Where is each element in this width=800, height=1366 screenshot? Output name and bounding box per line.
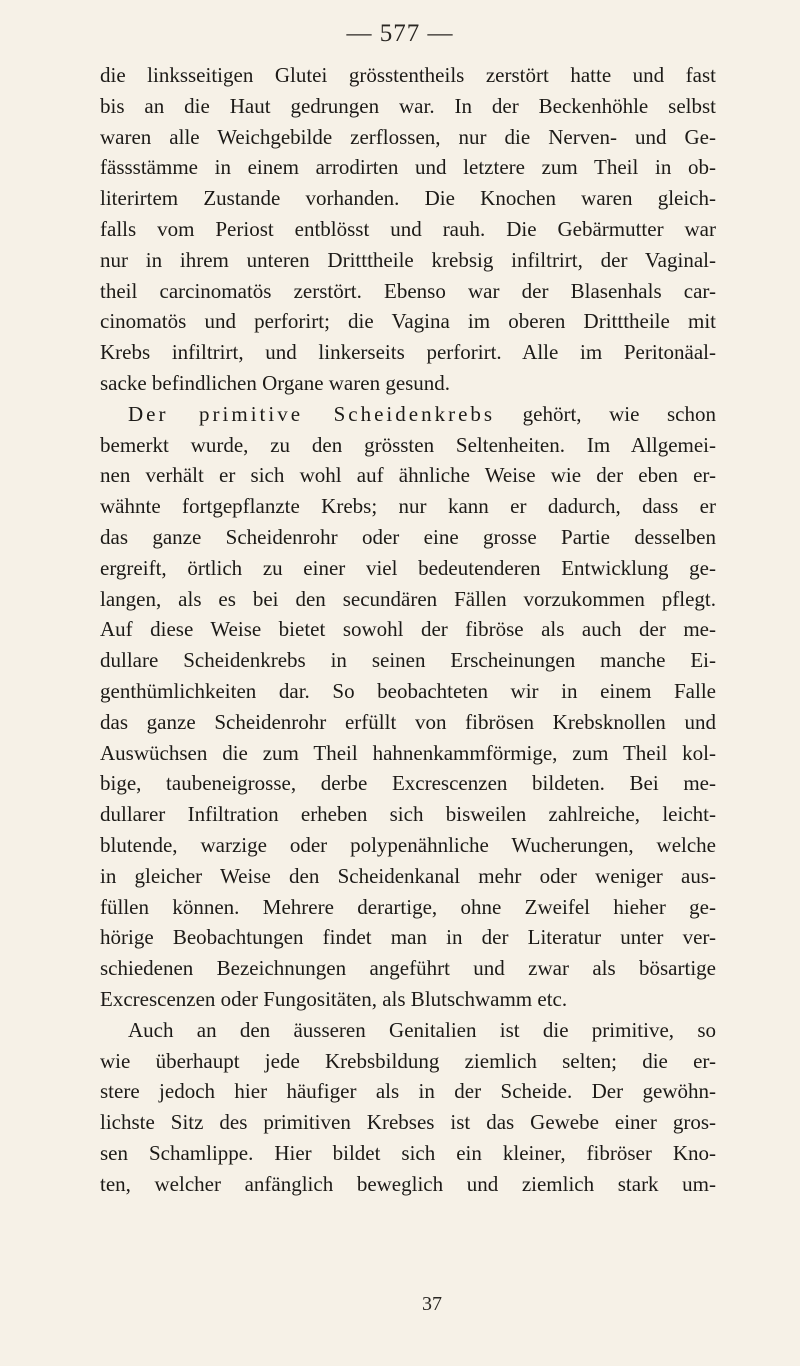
- text-line: bemerkt wurde, zu den grössten Seltenheiten. Im Allgemei-: [100, 432, 716, 457]
- text-line: wähnte fortgepflanzte Krebs; nur kann er dadurch, dass er: [100, 494, 716, 519]
- text-line: das ganze Scheidenrohr oder eine grosse Partie desselben: [100, 524, 716, 549]
- text-line: das ganze Scheidenrohr erfüllt von fibrösen Krebsknollen und: [100, 709, 716, 734]
- paragraph-start-line: Auch an den äusseren Genitalien ist die primitive, so: [128, 1017, 716, 1042]
- text-line: falls vom Periost entblösst und rauh. Die Gebärmutter war: [100, 216, 716, 241]
- text-line: theil carcinomatös zerstört. Ebenso war der Blasenhals car-: [100, 278, 716, 303]
- text-line: lichste Sitz des primitiven Krebses ist das Gewebe einer gros-: [100, 1110, 716, 1135]
- text-line: schiedenen Bezeichnungen angeführt und zwar als bösartige: [100, 956, 716, 981]
- text-line: waren alle Weichgebilde zerflossen, nur die Nerven- und Ge-: [100, 124, 716, 149]
- text-line: Krebs infiltrirt, und linkerseits perforirt. Alle im Peritonäal-: [100, 340, 716, 365]
- text-line: wie überhaupt jede Krebsbildung ziemlich selten; die er-: [100, 1048, 716, 1073]
- text-line: fässstämme in einem arrodirten und letztere zum Theil in ob-: [100, 155, 716, 180]
- text-line: hörige Beobachtungen findet man in der Literatur unter ver-: [100, 925, 716, 950]
- text-line: ergreift, örtlich zu einer viel bedeutenderen Entwicklung ge-: [100, 555, 716, 580]
- text-line: stere jedoch hier häufiger als in der Scheide. Der gewöhn-: [100, 1079, 716, 1104]
- text-line: nur in ihrem unteren Dritttheile krebsig infiltrirt, der Vaginal-: [100, 247, 716, 272]
- text-line: dullarer Infiltration erheben sich bisweilen zahlreiche, leicht-: [100, 802, 716, 827]
- text-line: nen verhält er sich wohl auf ähnliche Weise wie der eben er-: [100, 463, 716, 488]
- text-line: blutende, warzige oder polypenähnliche Wucherungen, welche: [100, 832, 716, 857]
- text-line: cinomatös und perforirt; die Vagina im oberen Dritttheile mit: [100, 309, 716, 334]
- text-line: Excrescenzen oder Fungositäten, als Blutschwamm etc.: [100, 986, 568, 1011]
- text-run: gehört, wie schon: [495, 401, 716, 426]
- text-line: in gleicher Weise den Scheidenkanal mehr oder weniger aus-: [100, 863, 716, 888]
- text-line: langen, als es bei den secundären Fällen vorzukommen pflegt.: [100, 586, 716, 611]
- text-line: genthümlichkeiten dar. So beobachteten wir in einem Falle: [100, 678, 716, 703]
- text-line: die linksseitigen Glutei grösstentheils zerstört hatte und fast: [100, 63, 716, 87]
- text-line: ten, welcher anfänglich beweglich und ziemlich stark um-: [100, 1171, 716, 1196]
- text-line: füllen können. Mehrere derartige, ohne Zweifel hieher ge-: [100, 894, 716, 919]
- text-line: dullare Scheidenkrebs in seinen Erscheinungen manche Ei-: [100, 648, 716, 673]
- text-line: Auf diese Weise bietet sowohl der fibröse als auch der me-: [100, 617, 716, 642]
- page-number: — 577 —: [346, 20, 454, 47]
- text-line: sen Schamlippe. Hier bildet sich ein kleiner, fibröser Kno-: [100, 1140, 716, 1165]
- text-line: bige, taubeneigrosse, derbe Excrescenzen bildeten. Bei me-: [100, 771, 716, 796]
- paragraph-start-line: [100, 399, 716, 430]
- body-text: [100, 60, 716, 1199]
- text-line: sacke befindlichen Organe waren gesund.: [100, 370, 451, 395]
- signature-mark: 37: [422, 1293, 442, 1315]
- text-line: bis an die Haut gedrungen war. In der Beckenhöhle selbst: [100, 93, 716, 118]
- spaced-emphasis: Der primitive Scheidenkrebs: [128, 401, 496, 426]
- text-line: literirtem Zustande vorhanden. Die Knochen waren gleich-: [100, 186, 716, 211]
- text-line: Auswüchsen die zum Theil hahnenkammförmige, zum Theil kol-: [100, 740, 716, 765]
